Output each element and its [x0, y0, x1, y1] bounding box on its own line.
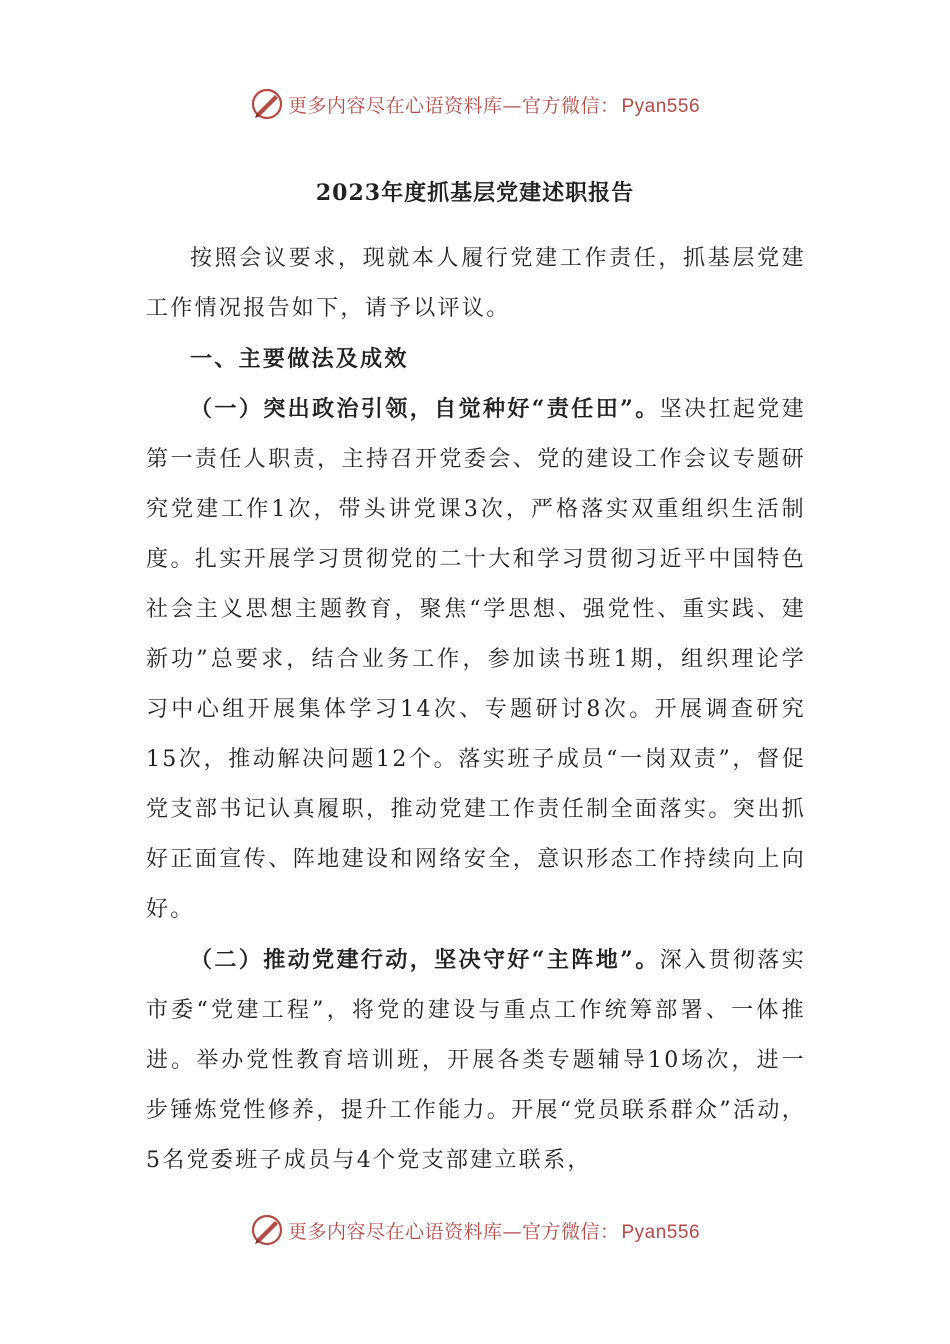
watermark-footer — [0, 1210, 950, 1250]
paragraph-1-body: 坚决扛起党建第一责任人职责，主持召开党委会、党的建设工作会议专题研究党建工作1次，带头讲党课3次，严格落实双重组织生活制度。扎实开展学习贯彻党的二十大和学习贯彻习近平中国特色社会主义思想主题教育，聚焦“学思想、强党性、重实践、建新功”总要求，结合业务工作，参加读书班1期，组织理论学习中心组开展集体学习14次、专题研讨8次。开展调查研究15次，推动解决问题12个。落实班子成员“一岗双责”，督促党支部书记认真履职，推动党建工作责任制全面落实。突出抓好正面宣传、阵地建设和网络安全，意识形态工作持续向上向好。 — [146, 397, 807, 922]
pen-logo-icon — [250, 87, 284, 121]
paragraph-2-body: 深入贯彻落实市委“党建工程”，将党的建设与重点工作统筹部署、一体推进。举办党性教育培训班，开展各类专题辅导10场次，进一步锤炼党性修养，提升工作能力。开展“党员联系群众”活动，5名党委班子成员与4个党支部建立联系， — [146, 948, 807, 1173]
paragraph-1-lead: （一）突出政治引领，自觉种好“责任田”。 — [190, 396, 660, 422]
paragraph-2-lead: （二）推动党建行动，坚决守好“主阵地”。 — [190, 947, 660, 973]
intro-paragraph: 按照会议要求，现就本人履行党建工作责任，抓基层党建工作情况报告如下，请予以评议。 — [146, 246, 806, 321]
document-body — [146, 234, 806, 1186]
watermark-header — [0, 84, 950, 124]
section-heading: 一、主要做法及成效 — [190, 346, 409, 372]
document-title: 2023年度抓基层党建述职报告 — [315, 180, 635, 206]
pen-logo-icon — [250, 1213, 284, 1247]
paragraph-1 — [146, 384, 806, 935]
paragraph-2 — [146, 935, 806, 1186]
watermark-text: 更多内容尽在心语资料库—官方微信： Pyan556 — [287, 94, 701, 117]
watermark-text: 更多内容尽在心语资料库—官方微信： Pyan556 — [287, 1220, 701, 1243]
